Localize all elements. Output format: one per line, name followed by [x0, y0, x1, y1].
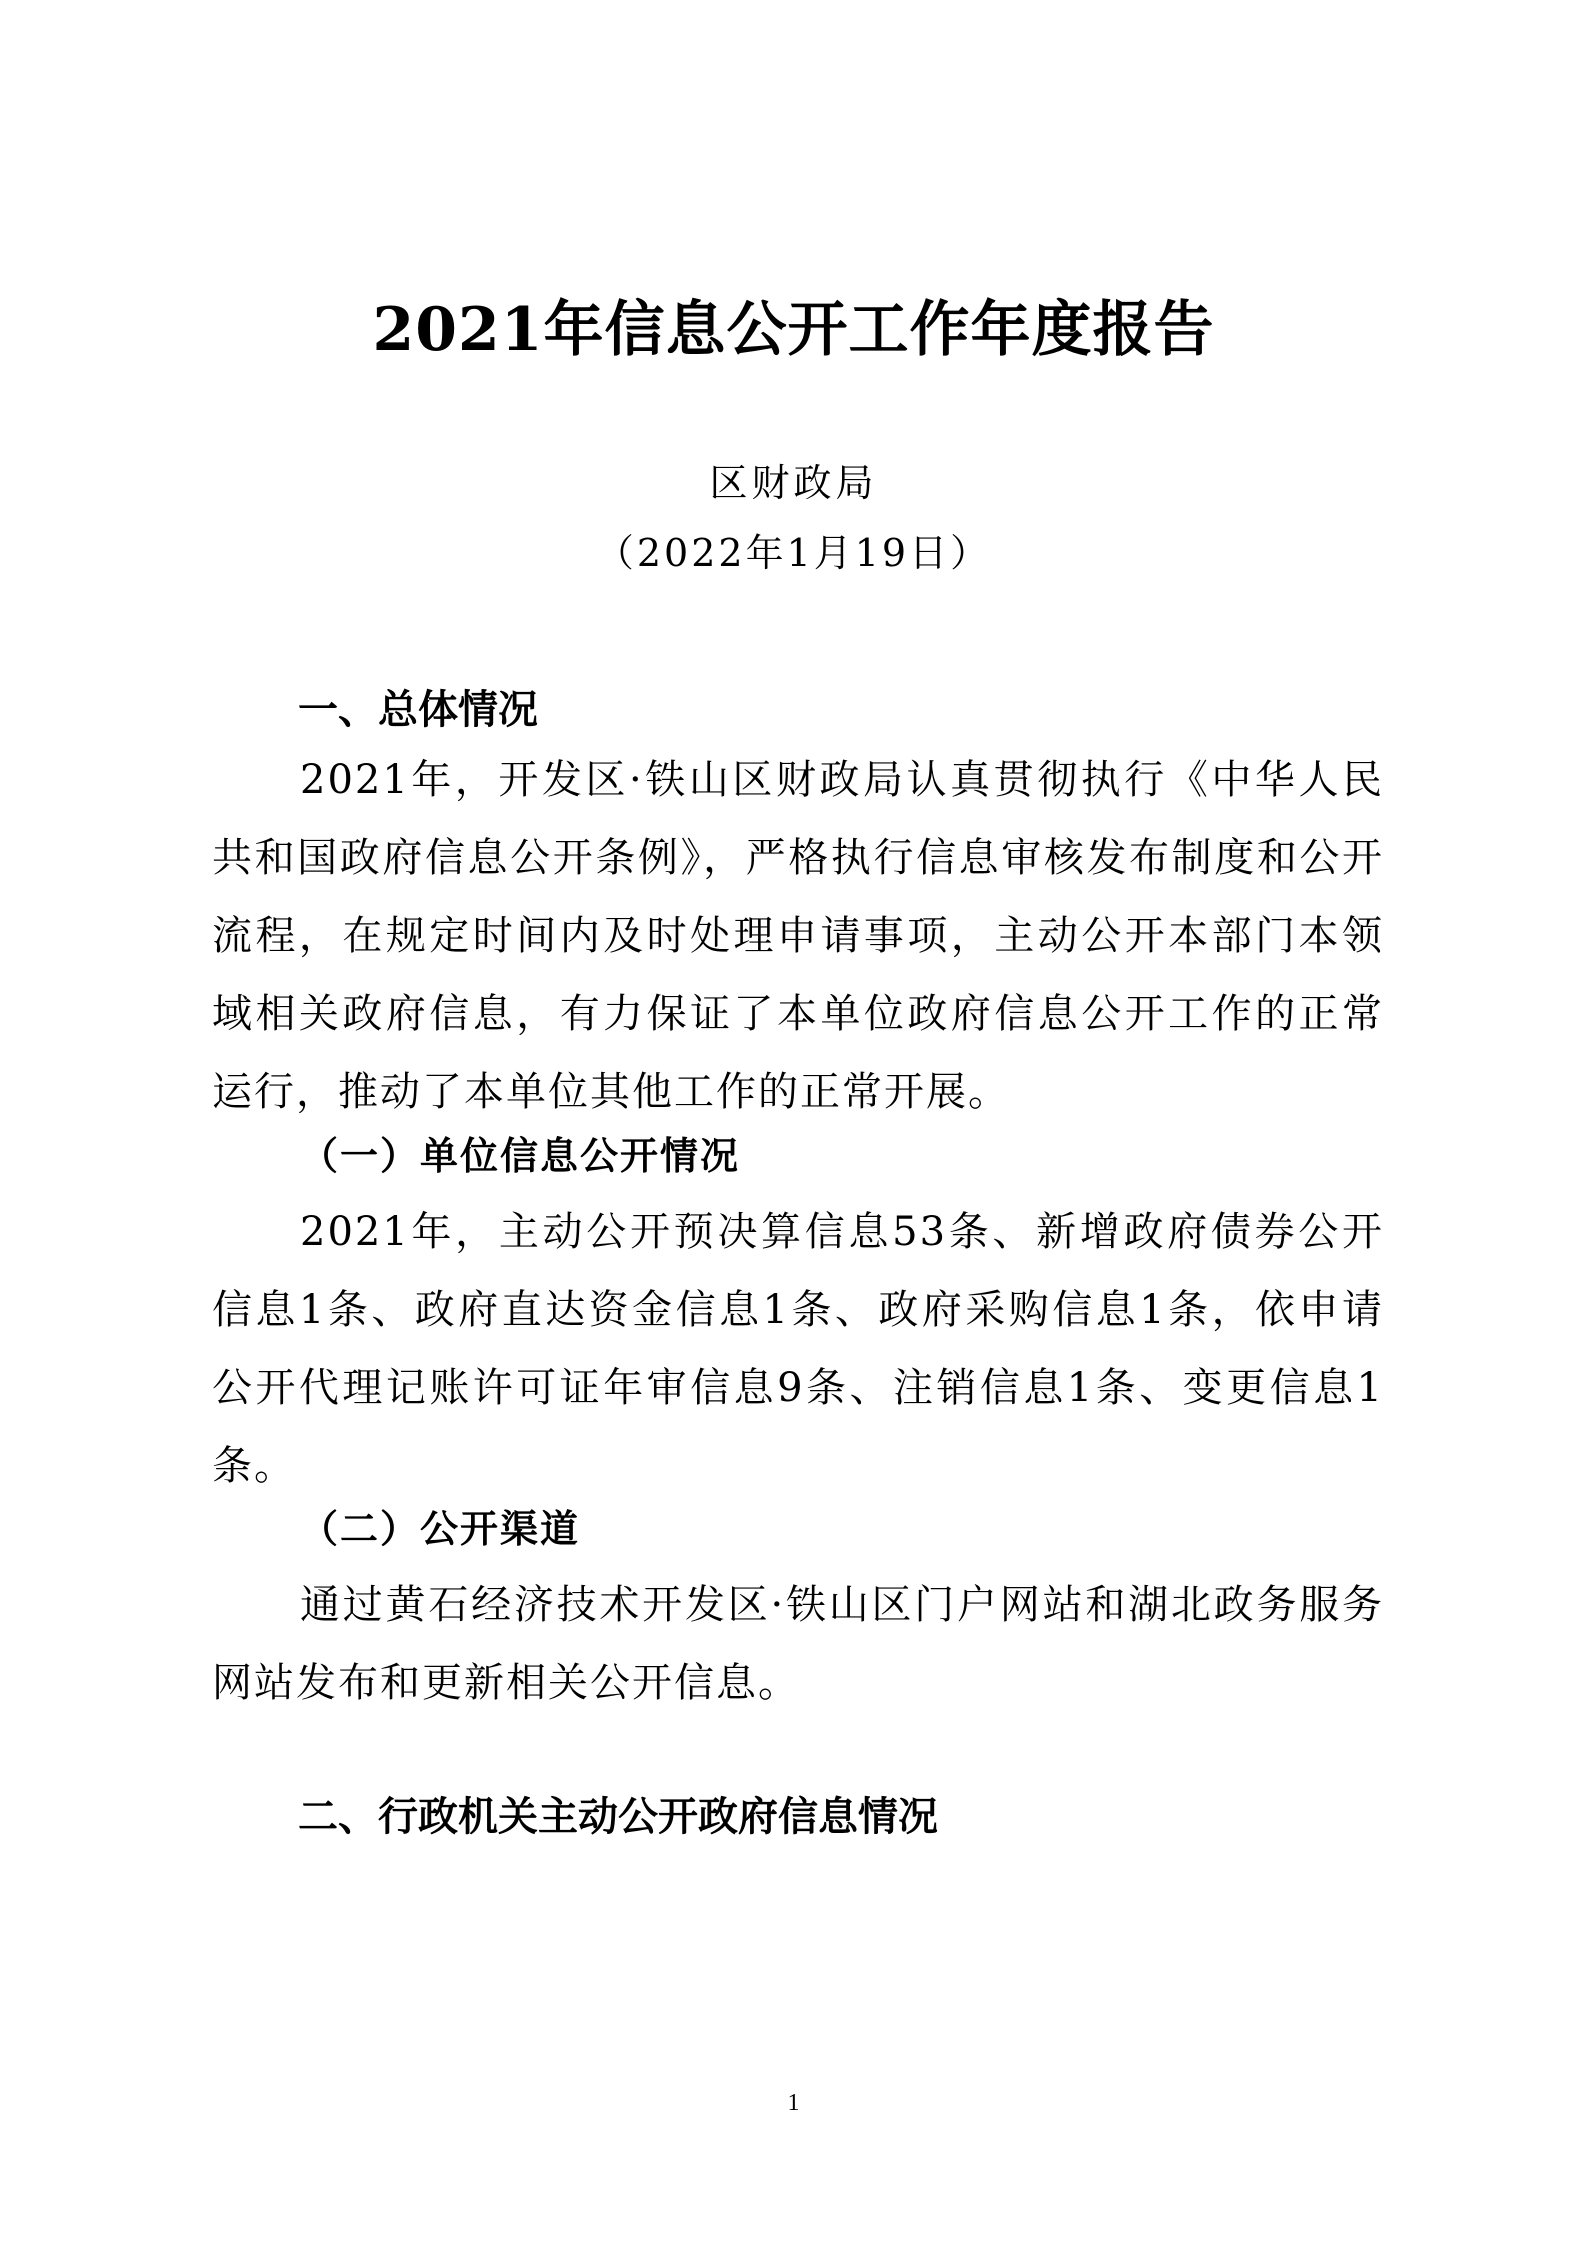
section-heading-proactive-disclosure: 二、行政机关主动公开政府信息情况: [298, 1794, 938, 1840]
issue-date: （2022年1月19日）: [595, 531, 992, 575]
subsection-heading-channels: （二）公开渠道: [300, 1506, 581, 1551]
issuing-organization: 区财政局: [709, 461, 878, 505]
unit-disclosure-paragraph: 2021年，主动公开预决算信息53条、新增政府债券公开信息1条、政府直达资金信息1条、政府采购信息1条，依申请公开代理记账许可证年审信息9条、注销信息1条、变更信息1条。: [212, 1209, 1384, 1489]
section-heading-overview: 一、总体情况: [298, 687, 538, 733]
subsection-heading-unit-disclosure: （一）单位信息公开情况: [300, 1133, 741, 1178]
document-title: 2021年信息公开工作年度报告: [372, 295, 1215, 365]
page-number: 1: [787, 2090, 800, 2116]
channels-paragraph: 通过黄石经济技术开发区·铁山区门户网站和湖北政务服务网站发布和更新相关公开信息。: [212, 1582, 1384, 1706]
overview-paragraph: 2021年，开发区·铁山区财政局认真贯彻执行《中华人民共和国政府信息公开条例》，严格执行信息审核发布制度和公开流程，在规定时间内及时处理申请事项，主动公开本部门本领域相关政府信息，有力保证了本单位政府信息公开工作的正常运行，推动了本单位其他工作的正常开展。: [212, 757, 1384, 1115]
